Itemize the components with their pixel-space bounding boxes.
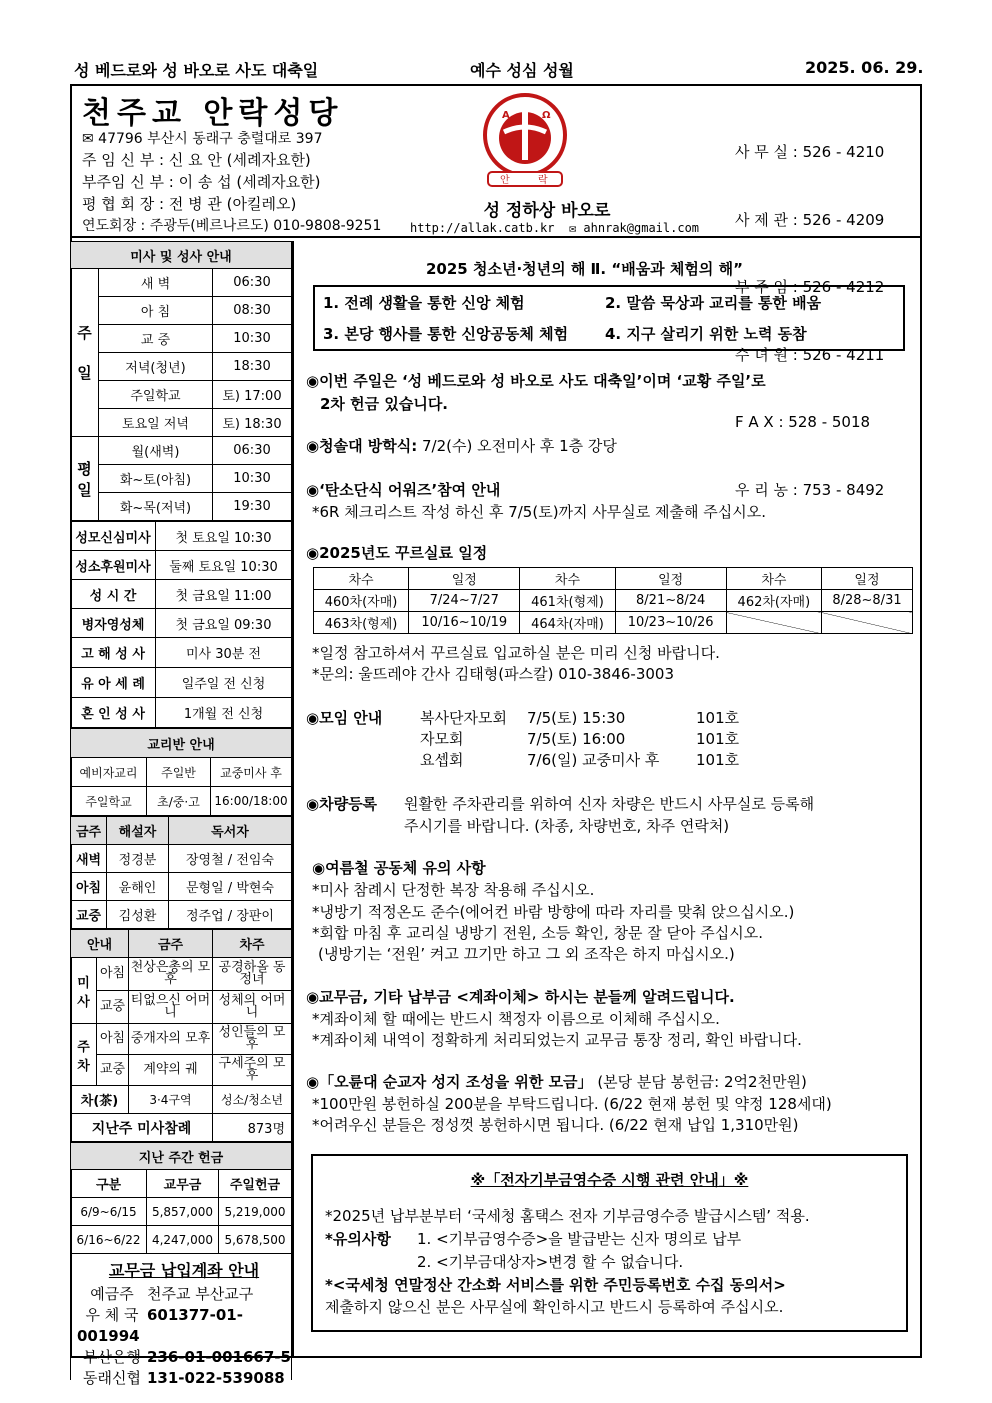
sacrament-time: 둘째 토요일 10:30	[156, 551, 292, 580]
sacrament-table	[70, 521, 292, 728]
mass-name: 월(새벽)	[99, 437, 213, 465]
account-label: 부산은행	[83, 1348, 141, 1366]
fundraise-target: (본당 분담 봉헌금: 2억2천만원)	[592, 1073, 807, 1091]
mass-time: 18:30	[213, 353, 292, 381]
account-row	[77, 1284, 291, 1305]
notice-summer-4: (냉방기는 ‘전원’ 켜고 끄기만 하고 그 외 조작은 하지 마십시오.)	[318, 945, 735, 963]
account-label: 예금주	[90, 1285, 134, 1303]
guide-mass-label: 미사	[71, 958, 97, 1024]
catechism-table	[70, 728, 292, 816]
guide-mass: 교중	[97, 1055, 129, 1086]
notice-cursillo-contact: *문의: 울뜨레야 간사 김태형(파스칼) 010-3846-3003	[312, 665, 674, 683]
box-title: ※「전자기부금영수증 시행 관련 안내」※	[470, 1171, 749, 1189]
reader-mass: 아침	[71, 873, 107, 901]
reader-commentator: 김성환	[107, 901, 169, 929]
class-time: 교중미사 후	[211, 758, 292, 787]
tea-next-week: 성소/청소년	[213, 1086, 292, 1114]
guide-header: 금주	[129, 930, 213, 958]
meeting-time: 7/6(일) 교중미사 후	[527, 751, 660, 769]
sacrament-name: 성모신심미사	[71, 522, 156, 551]
mass-time: 10:30	[213, 325, 292, 353]
reader-lectors: 장영철 / 전임숙	[169, 845, 292, 873]
offering-title: 지난 주간 헌금	[71, 1143, 292, 1170]
guide-table	[70, 929, 292, 1142]
reader-commentator: 정경분	[107, 845, 169, 873]
guide-next-week: 성체의 어머니	[213, 991, 292, 1024]
account-number: 천주교 부산교구	[147, 1285, 254, 1303]
guide-next-week: 구세주의 모후	[213, 1055, 292, 1086]
mass-title: 미사 및 성사 안내	[71, 242, 292, 269]
offering-header: 주일헌금	[219, 1170, 292, 1198]
cursillo-header: 일정	[615, 568, 726, 590]
account-title: 교무금 납입계좌 안내	[108, 1261, 260, 1280]
offering-header: 교무금	[147, 1170, 219, 1198]
box-line-3: 2. <기부금대상자>변경 할 수 없습니다.	[417, 1253, 684, 1271]
cursillo-date: 7/24~7/27	[409, 590, 520, 612]
sacrament-name: 성 시 간	[71, 580, 156, 609]
cursillo-header: 차수	[520, 568, 615, 590]
cursillo-header: 차수	[314, 568, 409, 590]
cursillo-session: 464차(자매)	[520, 612, 615, 634]
mass-name: 토요일 저녁	[99, 409, 213, 437]
phone-office: 사 무 실 : 526 - 4210	[735, 143, 885, 161]
cursillo-session: 462차(자매)	[726, 590, 821, 612]
notice-parking-text: 원활한 주차관리를 위하여 신자 차량은 반드시 사무실로 등록해	[404, 795, 815, 813]
class-group: 초/중·고	[147, 787, 211, 816]
sacrament-name: 성소후원미사	[71, 551, 156, 580]
offering-period: 6/9~6/15	[71, 1198, 147, 1226]
guide-next-week: 성인들의 모후	[213, 1024, 292, 1055]
phone-associate: 부 주 임 : 526 - 4212	[735, 278, 885, 296]
box-text: *2025년 납부분부터 ‘국세청 홈택스 전자 기부금영수증 발급시스템’ 적용.	[325, 1207, 810, 1225]
cursillo-header: 차수	[726, 568, 821, 590]
phone-rectory: 사 제 관 : 526 - 4209	[735, 210, 885, 229]
guide-mass: 교중	[97, 991, 129, 1024]
box-line-1	[325, 1206, 810, 1227]
attendance-label: 지난주 미사참례	[71, 1114, 213, 1142]
reader-mass: 새벽	[71, 845, 107, 873]
readers-header: 독서자	[169, 817, 292, 845]
notice-cursillo-text: *일정 참고하셔서 꾸르실료 입교하실 분은 미리 신청 바랍니다.	[312, 644, 720, 662]
notice-summer-2: *냉방기 적정온도 준수(에어컨 바람 방향에 따라 자리를 맞춰 앉으십시오.)	[312, 903, 795, 921]
notice-fundraise	[306, 1072, 807, 1093]
mass-time: 토) 18:30	[213, 409, 292, 437]
notice-feast: ◉이번 주일은 ‘성 베드로와 성 바오로 사도 대축일’이며 ‘교황 주일’로	[306, 372, 766, 390]
feast-title: 성 베드로와 성 바오로 사도 대축일	[74, 61, 319, 80]
account-label: 동래신협	[83, 1369, 141, 1387]
cursillo-header: 일정	[821, 568, 912, 590]
top-bar	[0, 58, 992, 84]
readers-table	[70, 816, 292, 929]
cursillo-date: 10/23~10/26	[615, 612, 726, 634]
goal-item: 3. 본당 행사를 통한 신앙공동체 체험	[323, 325, 569, 343]
account-number: 601377-01-001994	[77, 1306, 243, 1345]
sacrament-time: 첫 금요일 11:00	[156, 580, 292, 609]
account-row	[77, 1305, 291, 1347]
mass-time: 10:30	[213, 465, 292, 493]
notice-fundraise-1: *100만원 봉헌하실 200분을 부탁드립니다. (6/22 현재 봉헌 및 약정 128세대)	[312, 1095, 832, 1113]
mass-name: 아 침	[99, 297, 213, 325]
cursillo-empty	[726, 612, 821, 634]
mass-time: 19:30	[213, 493, 292, 521]
mass-time: 06:30	[213, 437, 292, 465]
cursillo-empty	[821, 612, 912, 634]
meeting-row	[420, 708, 507, 729]
mass-name: 주일학교	[99, 381, 213, 409]
guide-next-week: 공경하올 동정녀	[213, 958, 292, 991]
notice-transfer-1: *계좌이체 할 때에는 반드시 책정자 이름으로 이체해 주십시오.	[312, 1010, 720, 1028]
reader-lectors: 정주업 / 장판이	[169, 901, 292, 929]
church-logo	[482, 92, 568, 192]
left-column	[70, 241, 292, 1387]
box-caution: *유의사항	[325, 1230, 391, 1248]
notice-summer: ◉여름철 공동체 유의 사항	[312, 859, 486, 877]
district-head: 연도회장 : 주광두(베르나르도) 010-9808-9251	[82, 218, 382, 234]
sacrament-time: 첫 토요일 10:30	[156, 522, 292, 551]
cursillo-table	[313, 567, 913, 634]
donation-receipt-box	[311, 1154, 908, 1332]
logo-alpha: A	[502, 110, 510, 121]
cursillo-session: 460차(자매)	[314, 590, 409, 612]
church-title: 천주교 안락성당	[82, 96, 344, 131]
offering-table	[70, 1142, 292, 1254]
class-name: 예비자교리	[71, 758, 147, 787]
account-row	[77, 1368, 291, 1389]
offering-header: 구분	[71, 1170, 147, 1198]
box-line-2: 1. <기부금영수증>을 발급받는 신자 명의로 납부	[417, 1230, 742, 1248]
issue-date: 2025. 06. 29.	[805, 58, 924, 77]
notice-parking: ◉차량등록	[306, 795, 378, 813]
website-link[interactable]	[410, 221, 699, 235]
meeting-room: 101호	[696, 730, 740, 748]
year-theme: 2025 청소년·청년의 해 Ⅱ. “배움과 체험의 해”	[426, 260, 743, 278]
meeting-time: 7/5(토) 15:30	[527, 709, 626, 727]
goal-item: 4. 지구 살리기 위한 노력 동참	[605, 325, 807, 343]
account-number: 131-022-539088	[147, 1369, 285, 1387]
guide-mass: 아침	[97, 958, 129, 991]
meeting-time: 7/5(토) 16:00	[527, 730, 626, 748]
fundraise-title: ◉「오륜대 순교자 성지 조성을 위한 모금」	[306, 1073, 593, 1091]
mass-name: 화~토(아침)	[99, 465, 213, 493]
year-goals	[313, 285, 905, 351]
account-info	[70, 1254, 292, 1387]
notice-choir	[306, 436, 617, 457]
attendance-value: 873명	[213, 1114, 292, 1142]
phone-farm: 우 리 농 : 753 - 8492	[735, 480, 885, 499]
guide-this-week: 천상은총의 모후	[129, 958, 213, 991]
assistant-pastor: 부주임 신 부 : 이 송 섭 (세례자요한)	[82, 173, 321, 191]
sacrament-name: 혼 인 성 사	[71, 698, 156, 728]
goal-item: 2. 말씀 묵상과 교리를 통한 배움	[605, 294, 822, 312]
guide-this-week: 티없으신 어머니	[129, 991, 213, 1024]
class-group: 주일반	[147, 758, 211, 787]
mass-time: 06:30	[213, 269, 292, 297]
notice-feast-2: 2차 헌금 있습니다.	[320, 395, 449, 413]
guide-this-week: 계약의 궤	[129, 1055, 213, 1086]
box-line-4: *<국세청 연말정산 간소화 서비스를 위한 주민등록번호 수집 동의서>	[325, 1276, 786, 1294]
notice-transfer-2: *계좌이체 내역이 정확하게 처리되었는지 교무금 통장 정리, 확인 바랍니다.	[312, 1031, 802, 1049]
account-number: 236-01-001667-5	[147, 1348, 291, 1366]
logo-char-2: 락	[538, 175, 548, 186]
notice-text: 7/2(수) 오전미사 후 1층 강당	[417, 437, 617, 455]
box-line-5: 제출하지 않으신 분은 사무실에 확인하시고 반드시 등록하여 주십시오.	[325, 1298, 784, 1316]
url-text[interactable]: http://allak.catb.kr	[410, 221, 555, 235]
mass-name: 화~목(저녁)	[99, 493, 213, 521]
phone-convent: 수 녀 원 : 526 - 4211	[735, 345, 885, 364]
offering-sunday: 5,678,500	[219, 1226, 292, 1254]
meeting-name: 요셉회	[420, 751, 464, 769]
readers-header: 해설자	[107, 817, 169, 845]
phone-fax: F A X : 528 - 5018	[735, 413, 871, 431]
cursillo-date: 8/28~8/31	[821, 590, 912, 612]
notice-parking-text-2: 주시기를 바랍니다. (차종, 차량번호, 차주 연락처)	[404, 817, 730, 835]
mass-name: 교 중	[99, 325, 213, 353]
reader-mass: 교중	[71, 901, 107, 929]
cursillo-session: 461차(형제)	[520, 590, 615, 612]
sacrament-time: 일주일 전 신청	[156, 668, 292, 698]
sacrament-name: 병자영성체	[71, 609, 156, 638]
tea-label: 차(茶)	[71, 1086, 129, 1114]
offering-tithe: 4,247,000	[147, 1226, 219, 1254]
cursillo-header: 일정	[409, 568, 520, 590]
notice-fundraise-2: *어려우신 분들은 정성껏 봉헌하시면 됩니다. (6/22 현재 납입 1,310만원)	[312, 1116, 799, 1134]
sacrament-name: 유 아 세 례	[71, 668, 156, 698]
offering-sunday: 5,219,000	[219, 1198, 292, 1226]
pastor: 주 임 신 부 : 신 요 안 (세례자요한)	[82, 151, 311, 169]
notice-meetings: ◉모임 안내	[306, 709, 383, 727]
patron-saint: 성 정하상 바오로	[483, 201, 611, 221]
guide-mass: 아침	[97, 1024, 129, 1055]
email-icon: ✉	[568, 221, 577, 235]
logo-omega: Ω	[542, 110, 551, 121]
weekday-label: 평일	[71, 437, 99, 521]
guide-header: 안내	[71, 930, 129, 958]
notice-transfer: ◉교무금, 기타 납부금 <계좌이체> 하시는 분들께 알려드립니다.	[306, 988, 735, 1006]
account-label: 우 체 국	[85, 1306, 139, 1324]
offering-tithe: 5,857,000	[147, 1198, 219, 1226]
tea-this-week: 3·4구역	[129, 1086, 213, 1114]
mass-time: 08:30	[213, 297, 292, 325]
cursillo-date: 10/16~10/19	[409, 612, 520, 634]
mass-time: 토) 17:00	[213, 381, 292, 409]
notice-carbon: ◉‘탄소단식 어워즈’참여 안내	[306, 481, 501, 499]
email-text[interactable]: ahnrak@gmail.com	[583, 221, 700, 235]
sacrament-time: 미사 30분 전	[156, 638, 292, 668]
readers-header: 금주	[71, 817, 107, 845]
notice-summer-1: *미사 참례시 단정한 복장 착용해 주십시오.	[312, 881, 595, 899]
address: ✉ 47796 부산시 동래구 충렬대로 397	[82, 131, 323, 147]
notice-cursillo: ◉2025년도 꾸르실료 일정	[306, 544, 488, 562]
cursillo-date: 8/21~8/24	[615, 590, 726, 612]
class-time: 16:00/18:00	[211, 787, 292, 816]
mass-name: 저녁(청년)	[99, 353, 213, 381]
meeting-room: 101호	[696, 751, 740, 769]
class-name: 주일학교	[71, 787, 147, 816]
offering-period: 6/16~6/22	[71, 1226, 147, 1254]
guide-this-week: 중개자의 모후	[129, 1024, 213, 1055]
reader-lectors: 문형일 / 박현숙	[169, 873, 292, 901]
notice-heading: ◉청솔대 방학식:	[306, 437, 418, 455]
account-row	[77, 1347, 291, 1368]
sacrament-time: 1개월 전 신청	[156, 698, 292, 728]
sacrament-name: 고 해 성 사	[71, 638, 156, 668]
meeting-room: 101호	[696, 709, 740, 727]
mass-name: 새 벽	[99, 269, 213, 297]
goal-item: 1. 전례 생활을 통한 신앙 체험	[323, 294, 525, 312]
notice-carbon-text: *6R 체크리스트 작성 하신 후 7/5(토)까지 사무실로 제출해 주십시오.	[312, 503, 766, 521]
sunday-label: 주일	[71, 269, 99, 437]
catechism-title: 교리반 안내	[71, 729, 292, 758]
meeting-name: 복사단자모회	[420, 709, 507, 727]
cursillo-session: 463차(형제)	[314, 612, 409, 634]
reader-commentator: 윤해인	[107, 873, 169, 901]
sacrament-time: 첫 금요일 09:30	[156, 609, 292, 638]
guide-header: 차주	[213, 930, 292, 958]
mass-table	[70, 241, 292, 521]
guide-prayer-label: 주차	[71, 1024, 97, 1086]
council-head: 평 협 회 장 : 전 병 관 (아킬레오)	[82, 195, 297, 213]
month-title: 예수 성심 성월	[470, 61, 574, 80]
notice-summer-3: *회합 마침 후 교리실 냉방기 전원, 소등 확인, 창문 잘 닫아 주십시오.	[312, 924, 763, 942]
meeting-name: 자모회	[420, 730, 464, 748]
logo-char-1: 안	[500, 175, 510, 186]
column-divider	[292, 241, 294, 1358]
